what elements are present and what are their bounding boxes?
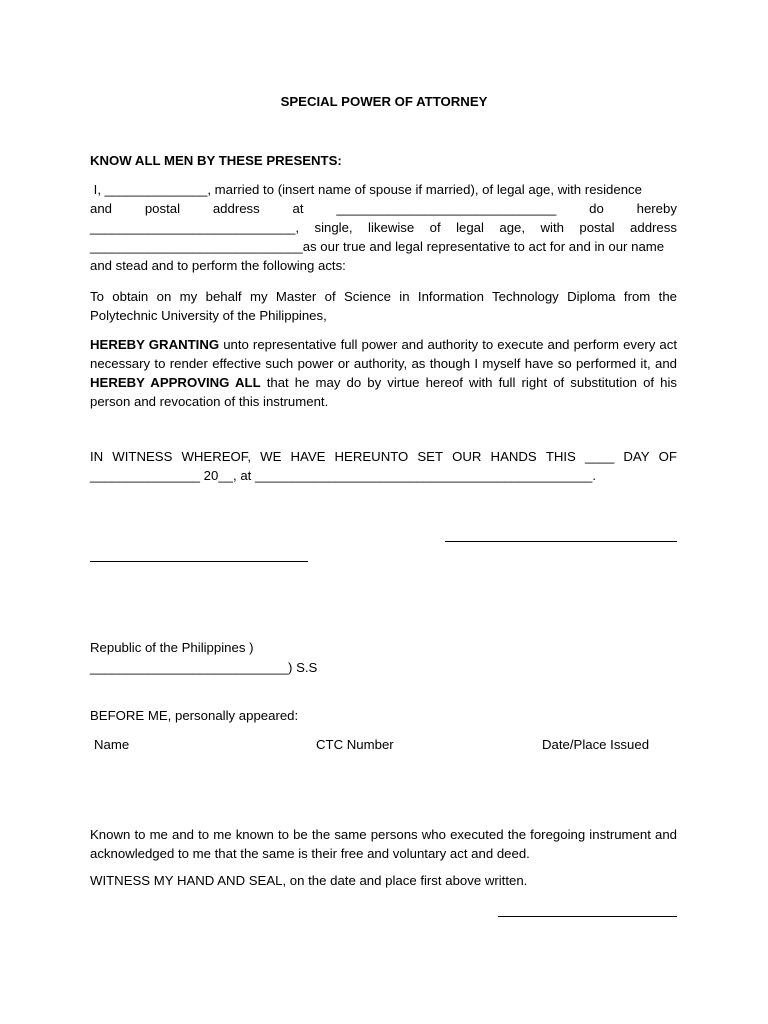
signature-line-left	[90, 561, 308, 562]
word: do	[589, 201, 604, 216]
word: hereby	[636, 201, 677, 216]
word: and	[90, 201, 113, 216]
before-me-heading: BEFORE ME, personally appeared:	[90, 708, 299, 723]
column-date-place: Date/Place Issued	[542, 737, 650, 752]
word: WITNESS	[112, 449, 173, 464]
blank-field: ______________________________	[336, 201, 557, 216]
granting-text: unto representative full power and authority to execute and perform every act necessary to render effective such power or authority, as though I myself have so performed it, and	[90, 337, 677, 371]
word: at	[292, 201, 304, 216]
witness-line-1	[90, 449, 677, 464]
word: legal	[456, 220, 484, 235]
granting-paragraph	[90, 335, 677, 411]
word: likewise	[368, 220, 415, 235]
intro-line-2	[90, 201, 677, 216]
notary-signature-line	[498, 916, 677, 917]
intro-line-4: _____________________________as our true and legal representative to act for and in our name	[90, 239, 665, 254]
word: of	[429, 220, 441, 235]
word: IN	[90, 449, 104, 464]
word: single,	[314, 220, 353, 235]
approving-text: that he may do by virtue hereof with full right of substitution of his person and revocation of this instrument.	[90, 375, 677, 409]
word: address	[212, 201, 260, 216]
opening-heading: KNOW ALL MEN BY THESE PRESENTS:	[90, 153, 342, 168]
word: HANDS	[490, 449, 537, 464]
word: SET	[417, 449, 444, 464]
word: DAY	[623, 449, 650, 464]
granting-bold: HEREBY GRANTING	[90, 337, 220, 352]
seal-line: WITNESS MY HAND AND SEAL, on the date and place first above written.	[90, 873, 528, 888]
word: postal	[144, 201, 181, 216]
known-paragraph: Known to me and to me known to be the same persons who executed the foregoing instrument and acknowledged to me that the same is their free and voluntary act and deed.	[90, 827, 677, 861]
word: HEREUNTO	[334, 449, 409, 464]
word: address	[630, 220, 677, 235]
venue-line-2: ___________________________) S.S	[90, 660, 318, 675]
blank-field: ____	[584, 449, 615, 464]
intro-line-5: and stead and to perform the following acts:	[90, 258, 346, 273]
word: postal	[579, 220, 615, 235]
word: OF	[658, 449, 677, 464]
blank-field: ____________________________,	[90, 220, 300, 235]
word: HAVE	[290, 449, 326, 464]
word: age,	[499, 220, 526, 235]
column-ctc-number: CTC Number	[316, 737, 394, 752]
intro-line-3	[90, 220, 677, 235]
word: WHEREOF,	[181, 449, 252, 464]
word: OUR	[452, 449, 482, 464]
signature-line-right	[445, 541, 677, 542]
intro-line-1: I, ______________, married to (insert name of spouse if married), of legal age, with residence	[90, 182, 642, 197]
column-name: Name	[94, 737, 130, 752]
word: THIS	[545, 449, 576, 464]
word: with	[540, 220, 564, 235]
approving-bold: HEREBY APPROVING ALL	[90, 375, 261, 390]
venue-line-1: Republic of the Philippines )	[90, 640, 254, 655]
document-title: SPECIAL POWER OF ATTORNEY	[280, 94, 488, 109]
witness-line-2: _______________ 20__, at ______________________________________________.	[90, 468, 597, 483]
act-paragraph: To obtain on my behalf my Master of Science in Information Technology Diploma from the Polytechnic University of the Philippines,	[90, 289, 677, 323]
word: WE	[260, 449, 282, 464]
